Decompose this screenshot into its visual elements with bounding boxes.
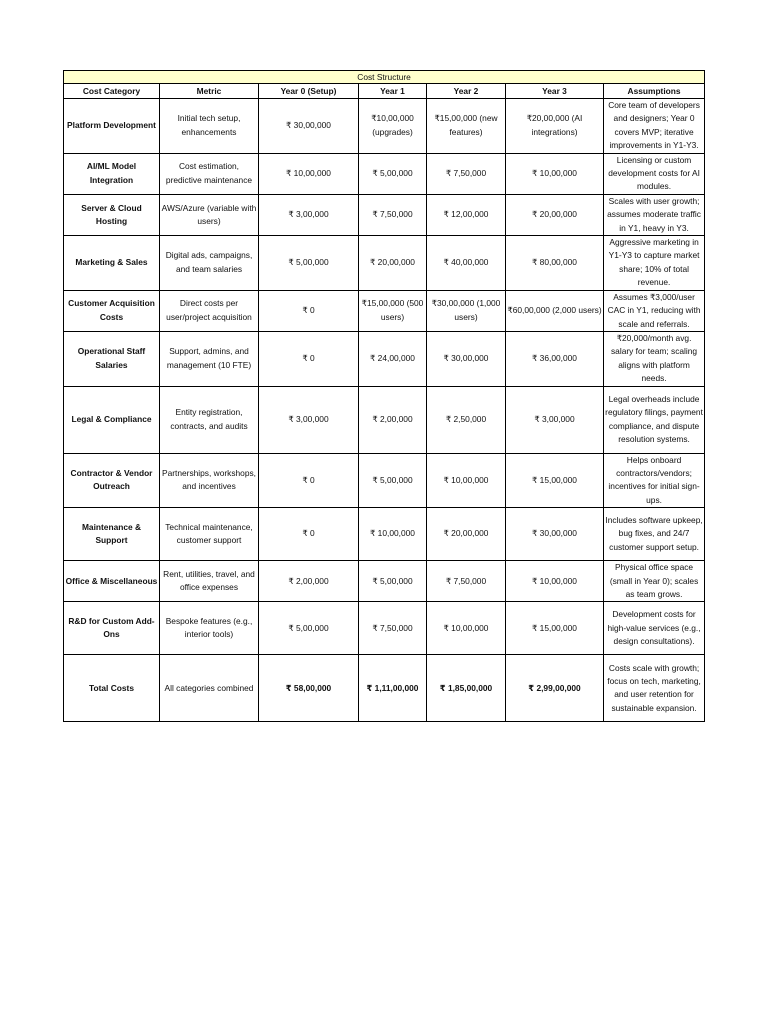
year2-cell: ₹15,00,000 (new features)	[427, 99, 506, 154]
year1-cell: ₹ 2,00,000	[359, 386, 427, 453]
header-metric: Metric	[160, 84, 259, 99]
table-row	[64, 236, 705, 291]
year2-cell: ₹ 2,50,000	[427, 386, 506, 453]
year3-cell: ₹ 10,00,000	[506, 561, 604, 602]
year0-cell: ₹ 3,00,000	[259, 386, 359, 453]
metric-cell: Initial tech setup, enhancements	[160, 99, 259, 154]
table-row	[64, 290, 705, 331]
cost-category-cell: AI/ML Model Integration	[64, 153, 160, 194]
year0-cell: ₹ 10,00,000	[259, 153, 359, 194]
year2-cell: ₹ 40,00,000	[427, 236, 506, 291]
metric-cell: Rent, utilities, travel, and office expenses	[160, 561, 259, 602]
year3-cell: ₹ 15,00,000	[506, 453, 604, 508]
year1-cell: ₹ 10,00,000	[359, 508, 427, 561]
year1-cell: ₹ 24,00,000	[359, 331, 427, 386]
year1-cell: ₹15,00,000 (500 users)	[359, 290, 427, 331]
year0-cell: ₹ 5,00,000	[259, 602, 359, 655]
metric-cell: Direct costs per user/project acquisition	[160, 290, 259, 331]
cost-category-cell: Legal & Compliance	[64, 386, 160, 453]
cost-category-cell: Customer Acquisition Costs	[64, 290, 160, 331]
year0-cell: ₹ 0	[259, 453, 359, 508]
year1-cell: ₹ 5,00,000	[359, 561, 427, 602]
cost-category-cell: R&D for Custom Add-Ons	[64, 602, 160, 655]
metric-cell: Partnerships, workshops, and incentives	[160, 453, 259, 508]
assumptions-cell: Aggressive marketing in Y1-Y3 to capture market share; 10% of total revenue.	[604, 236, 705, 291]
year1-cell: ₹10,00,000 (upgrades)	[359, 99, 427, 154]
cost-category-cell: Maintenance & Support	[64, 508, 160, 561]
table-row	[64, 153, 705, 194]
assumptions-cell: Includes software upkeep, bug fixes, and 24/7 customer support setup.	[604, 508, 705, 561]
year1-cell: ₹ 20,00,000	[359, 236, 427, 291]
metric-cell: Technical maintenance, customer support	[160, 508, 259, 561]
year2-cell: ₹ 7,50,000	[427, 561, 506, 602]
year1-cell: ₹ 5,00,000	[359, 453, 427, 508]
year2-cell: ₹ 30,00,000	[427, 331, 506, 386]
year0-cell: ₹ 5,00,000	[259, 236, 359, 291]
year3-cell: ₹ 3,00,000	[506, 386, 604, 453]
cost-structure-sheet	[63, 70, 704, 722]
assumptions-cell: Legal overheads include regulatory filings, payment compliance, and dispute resolution systems.	[604, 386, 705, 453]
assumptions-cell: Costs scale with growth; focus on tech, marketing, and user retention for sustainable expansion.	[604, 655, 705, 722]
table-row	[64, 561, 705, 602]
header-cost-category: Cost Category	[64, 84, 160, 99]
cost-category-cell: Server & Cloud Hosting	[64, 194, 160, 235]
metric-cell: Cost estimation, predictive maintenance	[160, 153, 259, 194]
year3-cell: ₹ 10,00,000	[506, 153, 604, 194]
cost-category-cell: Total Costs	[64, 655, 160, 722]
year0-cell: ₹ 0	[259, 290, 359, 331]
header-year-0: Year 0 (Setup)	[259, 84, 359, 99]
year3-cell: ₹ 20,00,000	[506, 194, 604, 235]
year2-total-cell: ₹ 1,85,00,000	[427, 655, 506, 722]
cost-category-cell: Marketing & Sales	[64, 236, 160, 291]
header-year-1: Year 1	[359, 84, 427, 99]
table-row	[64, 453, 705, 508]
year0-total-cell: ₹ 58,00,000	[259, 655, 359, 722]
assumptions-cell: Development costs for high-value services (e.g., design consultations).	[604, 602, 705, 655]
table-row	[64, 99, 705, 154]
year0-cell: ₹ 30,00,000	[259, 99, 359, 154]
table-row	[64, 386, 705, 453]
year2-cell: ₹ 7,50,000	[427, 153, 506, 194]
table-row	[64, 602, 705, 655]
metric-cell: Entity registration, contracts, and audits	[160, 386, 259, 453]
year1-cell: ₹ 5,00,000	[359, 153, 427, 194]
assumptions-cell: Scales with user growth; assumes moderate traffic in Y1, heavy in Y3.	[604, 194, 705, 235]
assumptions-cell: ₹20,000/month avg. salary for team; scaling aligns with platform needs.	[604, 331, 705, 386]
table-title-row	[64, 71, 705, 84]
assumptions-cell: Physical office space (small in Year 0); scales as team grows.	[604, 561, 705, 602]
year0-cell: ₹ 2,00,000	[259, 561, 359, 602]
metric-cell: Bespoke features (e.g., interior tools)	[160, 602, 259, 655]
year3-cell: ₹ 80,00,000	[506, 236, 604, 291]
year2-cell: ₹ 10,00,000	[427, 602, 506, 655]
year1-cell: ₹ 7,50,000	[359, 194, 427, 235]
year3-total-cell: ₹ 2,99,00,000	[506, 655, 604, 722]
metric-cell: Support, admins, and management (10 FTE)	[160, 331, 259, 386]
header-year-3: Year 3	[506, 84, 604, 99]
year3-cell: ₹20,00,000 (AI integrations)	[506, 99, 604, 154]
table-header-row	[64, 84, 705, 99]
year0-cell: ₹ 3,00,000	[259, 194, 359, 235]
year2-cell: ₹ 20,00,000	[427, 508, 506, 561]
year3-cell: ₹ 36,00,000	[506, 331, 604, 386]
year3-cell: ₹ 15,00,000	[506, 602, 604, 655]
assumptions-cell: Helps onboard contractors/vendors; incentives for initial sign-ups.	[604, 453, 705, 508]
year1-cell: ₹ 7,50,000	[359, 602, 427, 655]
year2-cell: ₹ 12,00,000	[427, 194, 506, 235]
assumptions-cell: Core team of developers and designers; Year 0 covers MVP; iterative improvements in Y1-Y3.	[604, 99, 705, 154]
header-assumptions: Assumptions	[604, 84, 705, 99]
table-title: Cost Structure	[64, 71, 705, 84]
cost-category-cell: Operational Staff Salaries	[64, 331, 160, 386]
year2-cell: ₹30,00,000 (1,000 users)	[427, 290, 506, 331]
metric-cell: AWS/Azure (variable with users)	[160, 194, 259, 235]
year0-cell: ₹ 0	[259, 331, 359, 386]
cost-structure-table	[63, 70, 705, 722]
cost-category-cell: Contractor & Vendor Outreach	[64, 453, 160, 508]
table-row	[64, 331, 705, 386]
year2-cell: ₹ 10,00,000	[427, 453, 506, 508]
assumptions-cell: Assumes ₹3,000/user CAC in Y1, reducing with scale and referrals.	[604, 290, 705, 331]
cost-category-cell: Platform Development	[64, 99, 160, 154]
header-year-2: Year 2	[427, 84, 506, 99]
year3-cell: ₹60,00,000 (2,000 users)	[506, 290, 604, 331]
year0-cell: ₹ 0	[259, 508, 359, 561]
total-costs-row	[64, 655, 705, 722]
cost-category-cell: Office & Miscellaneous	[64, 561, 160, 602]
year3-cell: ₹ 30,00,000	[506, 508, 604, 561]
metric-cell: All categories combined	[160, 655, 259, 722]
table-row	[64, 194, 705, 235]
assumptions-cell: Licensing or custom development costs for AI modules.	[604, 153, 705, 194]
year1-total-cell: ₹ 1,11,00,000	[359, 655, 427, 722]
metric-cell: Digital ads, campaigns, and team salaries	[160, 236, 259, 291]
table-row	[64, 508, 705, 561]
